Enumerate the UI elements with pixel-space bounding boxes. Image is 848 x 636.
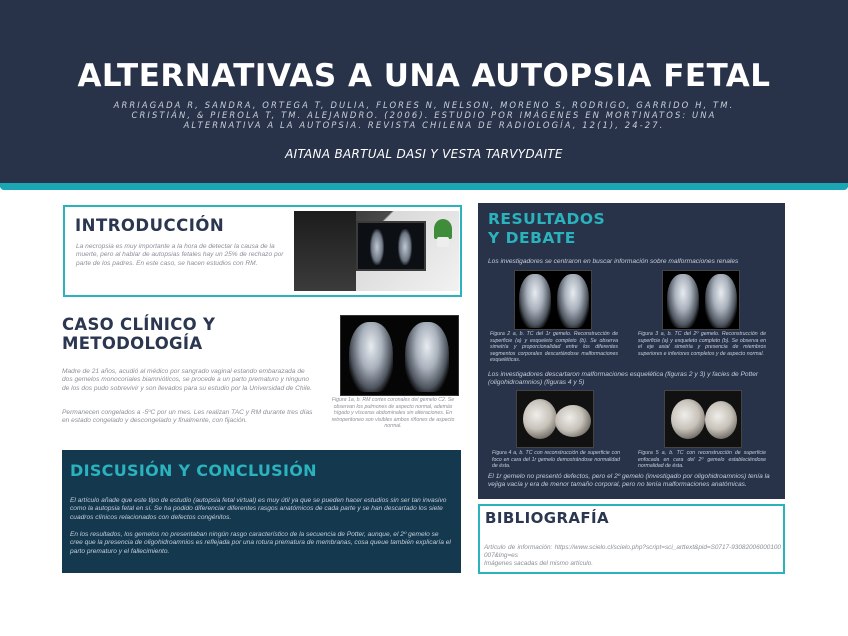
monitor-image: [356, 221, 426, 271]
caso-heading-line2: METODOLOGÍA: [62, 334, 203, 353]
figure-3-caption: Figura 3 a, b. TC del 2º gemelo. Reconstrucción de superficie (a) y esqueleto completo (b). Se observa en el eje axial simetría y presencia de miembros superiores e inferiores completos y de aspecto normal.: [638, 331, 766, 357]
discussion-text-1: El artículo añade que este tipo de estudio (autopsia fetal virtual) es muy útil ya que se pueden hacer estudios sin ser tan invasivo como la autopsia fetal en sí. Se ha podido diferenciar diferentes rasgos anatómicos de cada parte y se han descartado los siete cuadros clínicos relacionados con defectos congénitos.: [70, 497, 447, 521]
figure-3-ct-image: [662, 270, 740, 330]
bibliography-heading: BIBLIOGRAFÍA: [485, 509, 610, 527]
figure-5-ct-image: [664, 390, 742, 448]
figure-4-ct-image: [516, 390, 594, 448]
citation-text: ARRIAGADA R, SANDRA, ORTEGA T, DULIA, FLORES N, NELSON, MORENO S, RODRIGO, GARRIDO H, TM. CRISTIÁN, & PIEROLA T, TM. ALEJANDRO. (2006). ESTUDIO POR IMÁGENES EN MORTINATOS: UNA ALTERNATIVA A LA AUTOPSIA. REVISTA CHILENA DE RADIOLOGÍA, 12(1), 24-27.: [113, 100, 735, 130]
header-banner: [0, 0, 848, 187]
bibliography-reference-1[interactable]: Artículo de información: https://www.scielo.cl/scielo.php?script=sci_arttext&pid=S0717-93082006000100007&lng=es: [484, 544, 781, 559]
results-heading-line2: Y DEBATE: [488, 229, 576, 247]
figure-2-caption: Figura 2 a, b. TC del 1r gemelo. Reconstrucción de superficie (a) y esqueleto completo (b). Se observa simetría y proporcionalidad entre los diferentes segmentos corporales descartándose malformaciones esqueléticas.: [490, 331, 618, 364]
caso-heading: [62, 315, 215, 353]
figure-1-mri-image: [340, 315, 459, 396]
results-heading-line1: RESULTADOS: [488, 210, 606, 228]
bibliography-reference-2: Imágenes sacadas del mismo artículo.: [484, 560, 594, 567]
results-heading: [488, 210, 605, 248]
header-accent-stripe: [0, 183, 848, 190]
poster-title: ALTERNATIVAS A UNA AUTOPSIA FETAL: [77, 58, 771, 94]
discussion-section: [62, 450, 461, 573]
bibliography-section: [478, 504, 785, 574]
intro-text: La necropsia es muy importante a la hora de detectar la causa de la muerte, pero al hablar de autopsias fetales hay un 25% de rechazo por parte de los padres. En este caso, se hacen estudios con RM.: [76, 243, 284, 267]
results-middle-text: Los investigadores descartaron malformaciones esquelética (figuras 2 y 3) y facies de Potter (oligohidroamnios) (figuras 4 y 5): [488, 371, 759, 387]
intro-heading: INTRODUCCIÓN: [75, 216, 225, 235]
discussion-text-2: En los resultados, los gemelos no presentaban ningún rasgo característico de la secuencia de Potter, aunque, el 2º gemelo se cree que la presencia de oligohidroamnios es reflejada por una rotura prematura de membranas, cosa queue también explicaría el parto prematuro y el fallecimiento.: [70, 531, 451, 555]
intro-section: [63, 205, 462, 297]
doctor-viewing-xray-photo: [294, 211, 459, 291]
authors-line: AITANA BARTUAL DASI Y VESTA TARVYDAITE: [285, 147, 563, 161]
figure-1-caption: Figura 1a, b. RM cortes coronales del gemelo C2. Se observan los pulmones de aspecto normal, además hígado y vísceras abdominales sin alteraciones. En retroperitoneo son visibles ambos riñones de aspecto normal.: [331, 397, 455, 430]
results-final-text: El 1r gemelo no presentó defectos, pero el 2º gemelo (investigado por oligohidroamnios) tenía la vejiga vacía y era de menor tamaño corporal, pero no tenía malformaciones anatómicas.: [488, 473, 770, 489]
plant-decoration: [434, 219, 452, 239]
results-intro-text: Los investigadores se centraron en buscar información sobre malformaciones renales: [488, 258, 739, 265]
discussion-heading: DISCUSIÓN Y CONCLUSIÓN: [70, 461, 317, 480]
results-section: [478, 203, 785, 499]
figure-4-caption: Figura 4 a, b. TC con reconstrucción de superficie con foco en cara del 1r gemelo demostrándose normalidad de ésta.: [492, 450, 620, 470]
figure-2-ct-image: [514, 270, 592, 330]
caso-text-1: Madre de 21 años, acudió al médico por sangrado vaginal estando embarazada de dos gemelos monocoriales biamnióticos, se procede a un parto prematuro y ninguno de los dos pudo sobrevivir y son llevados para su estudio por la Universidad de Chile.: [62, 368, 312, 392]
caso-heading-line1: CASO CLÍNICO Y: [62, 315, 216, 334]
caso-text-2: Permanecen congelados a -5ºC por un mes. Les realizan TAC y RM durante tres días en estado congelado y descongelado y finalmente, con fijación.: [62, 409, 313, 425]
plant-pot: [437, 237, 449, 247]
doctor-silhouette: [294, 211, 356, 291]
figure-5-caption: Figura 5 a, b. TC con reconstrucción de superficie enfocada en cara del 2º gemelo estableciéndose normalidad de ésta.: [638, 450, 766, 470]
